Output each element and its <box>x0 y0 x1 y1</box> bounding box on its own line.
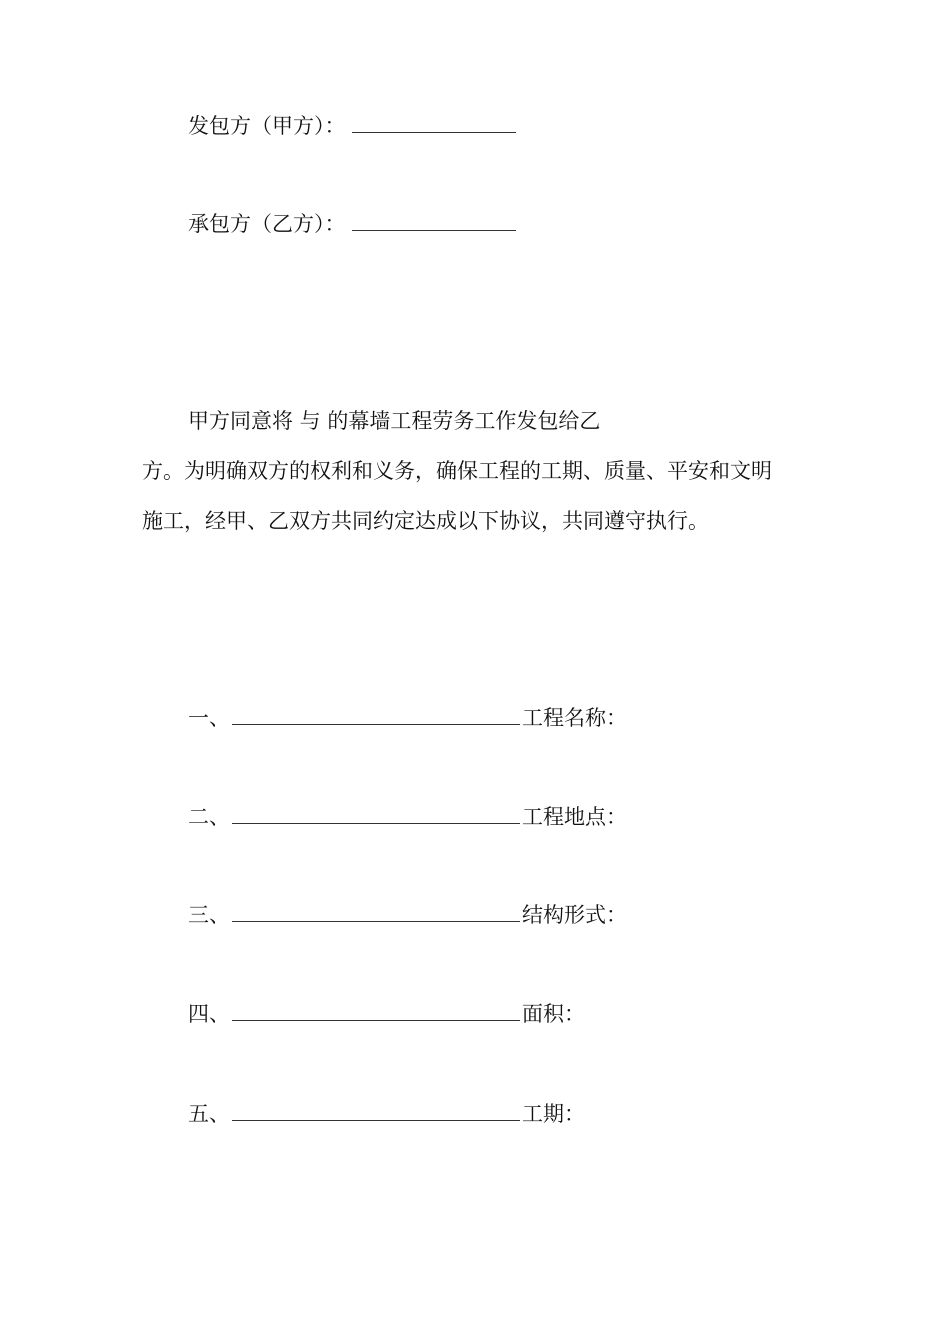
item-number: 三、 <box>188 903 230 927</box>
item-label: 工程地点： <box>522 805 627 829</box>
item-row-5 <box>188 1100 585 1128</box>
intro-paragraph <box>142 396 842 546</box>
party-b-line <box>188 210 516 238</box>
item-label: 结构形式： <box>522 903 627 927</box>
party-b-blank <box>352 212 516 231</box>
item-number: 二、 <box>188 805 230 829</box>
party-a-label: 发包方（甲方）： <box>188 114 346 138</box>
intro-line-2: 方。为明确双方的权利和义务，确保工程的工期、质量、平安和文明 <box>142 459 772 483</box>
item-blank <box>232 706 520 725</box>
item-row-3 <box>188 901 627 929</box>
item-blank <box>232 1002 520 1021</box>
party-b-label: 承包方（乙方）： <box>188 212 346 236</box>
intro-line-3: 施工，经甲、乙双方共同约定达成以下协议，共同遵守执行。 <box>142 509 709 533</box>
intro-line-1: 甲方同意将 与 的幕墙工程劳务工作发包给乙 <box>188 409 601 433</box>
party-a-line <box>188 112 516 140</box>
item-row-1 <box>188 704 627 732</box>
item-blank <box>232 1102 520 1121</box>
item-blank <box>232 903 520 922</box>
item-row-2 <box>188 803 627 831</box>
item-label: 面积： <box>522 1002 585 1026</box>
item-label: 工期： <box>522 1102 585 1126</box>
party-a-blank <box>352 114 516 133</box>
item-blank <box>232 805 520 824</box>
item-row-4 <box>188 1000 585 1028</box>
item-label: 工程名称： <box>522 706 627 730</box>
item-number: 一、 <box>188 706 230 730</box>
item-number: 五、 <box>188 1102 230 1126</box>
item-number: 四、 <box>188 1002 230 1026</box>
